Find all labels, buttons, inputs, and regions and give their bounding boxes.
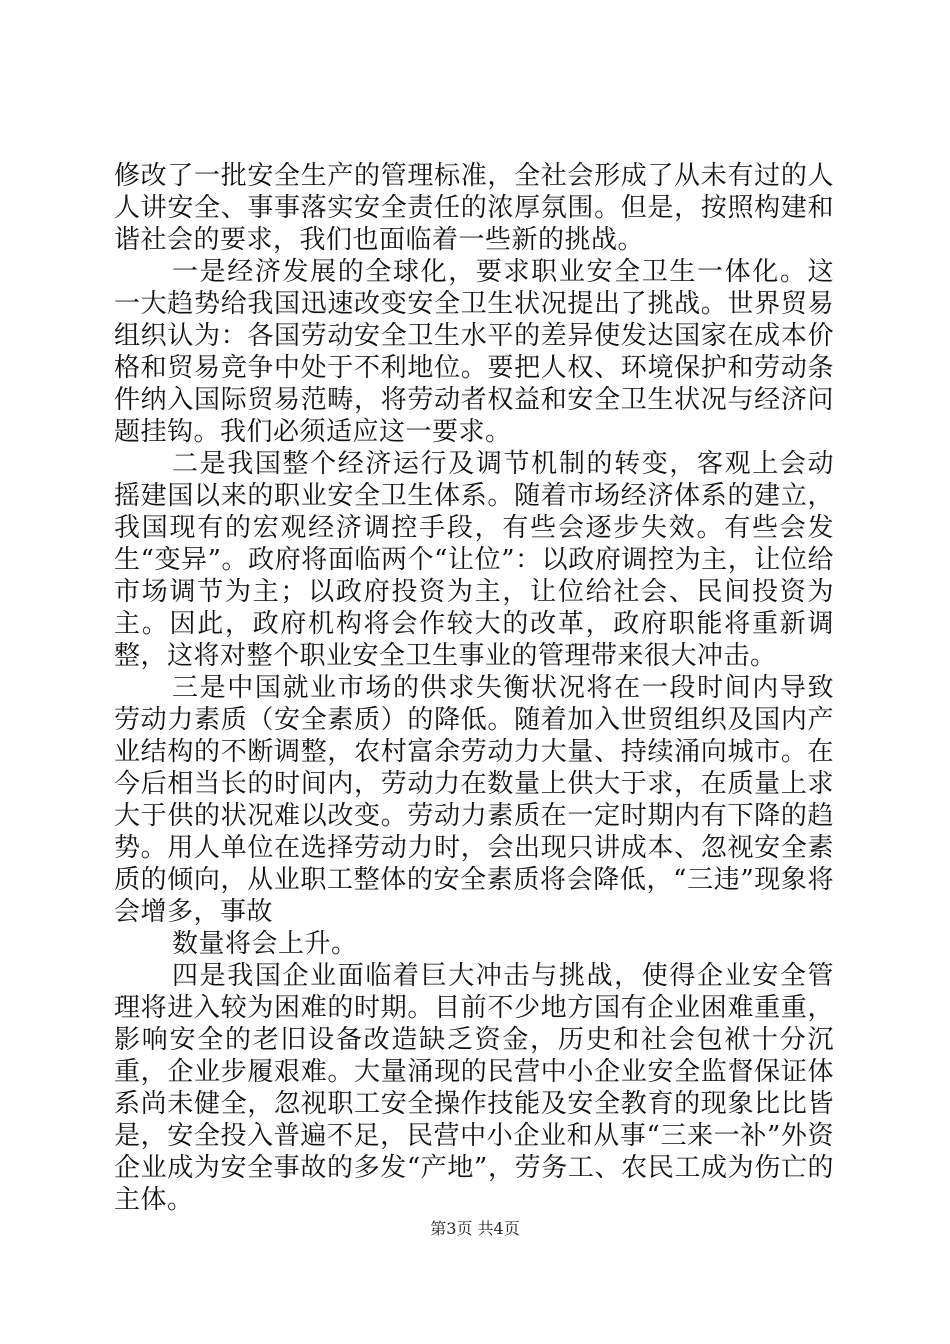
paragraph-intro: 修改了一批安全生产的管理标准，全社会形成了从未有过的人人讲安全、事事落实安全责任的浓厚氛围。但是，按照构建和谐社会的要求，我们也面临着一些新的挑战。 bbox=[114, 161, 834, 255]
paragraph-continuation: 数量将会上升。 bbox=[172, 929, 358, 959]
page-number-footer: 第3页 共4页 bbox=[430, 1219, 520, 1238]
paragraph-challenge-3: 三是中国就业市场的供求失衡状况将在一段时间内导致劳动力素质（安全素质）的降低。随着加入世贸组织及国内产业结构的不断调整，农村富余劳动力大量、持续涌向城市。在今后相当长的时间内，劳动力在数量上供大于求，在质量上求大于供的状况难以改变。劳动力素质在一定时期内有下降的趋势。用人单位在选择劳动力时，会出现只讲成本、忽视安全素质的倾向，从业职工整体的安全素质将会降低，“三违”现象将会增多，事故 bbox=[114, 673, 834, 927]
paragraph-challenge-2: 二是我国整个经济运行及调节机制的转变，客观上会动摇建国以来的职业安全卫生体系。随着市场经济体系的建立，我国现有的宏观经济调控手段，有些会逐步失效。有些会发生“变异”。政府将面临两个“让位”：以政府调控为主，让位给市场调节为主；以政府投资为主，让位给社会、民间投资为主。因此，政府机构将会作较大的改革，政府职能将重新调整，这将对整个职业安全卫生事业的管理带来很大冲击。 bbox=[114, 449, 834, 671]
paragraph-challenge-4: 四是我国企业面临着巨大冲击与挑战，使得企业安全管理将进入较为困难的时期。目前不少地方国有企业困难重重，影响安全的老旧设备改造缺乏资金，历史和社会包袱十分沉重，企业步履艰难。大量涌现的民营中小企业安全监督保证体系尚未健全，忽视职工安全操作技能及安全教育的现象比比皆是，安全投入普遍不足，民营中小企业和从事“三来一补”外资企业成为安全事故的多发“产地”，劳务工、农民工成为伤亡的主体。 bbox=[114, 961, 834, 1215]
paragraph-challenge-1: 一是经济发展的全球化，要求职业安全卫生一体化。这一大趋势给我国迅速改变安全卫生状况提出了挑战。世界贸易组织认为：各国劳动安全卫生水平的差异使发达国家在成本价格和贸易竞争中处于不利地位。要把人权、环境保护和劳动条件纳入国际贸易范畴，将劳动者权益和安全卫生状况与经济问题挂钩。我们必须适应这一要求。 bbox=[114, 257, 834, 447]
document-body bbox=[114, 160, 834, 1216]
